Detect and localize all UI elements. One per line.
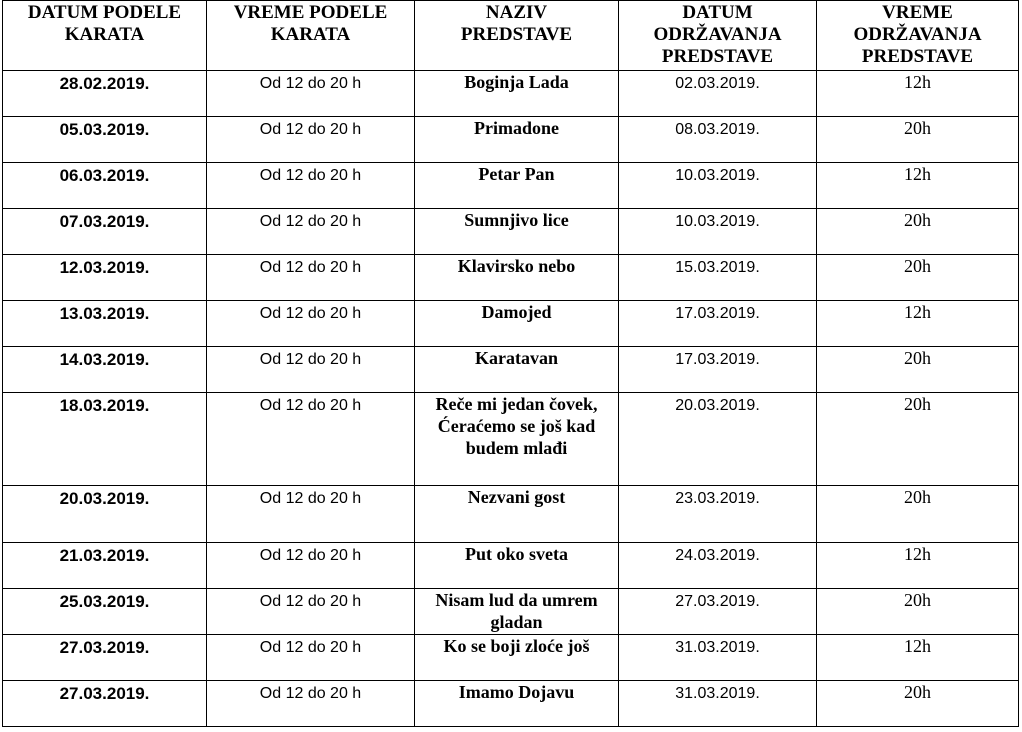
show-title-line: Imamo Dojavu: [458, 682, 575, 702]
header-line: PREDSTAVE: [460, 24, 573, 45]
show-title-line: Petar Pan: [478, 164, 555, 184]
show-title-cell: [415, 393, 619, 486]
ticket-date-cell: 12.03.2019.: [3, 255, 207, 301]
show-title-cell: [415, 163, 619, 209]
show-title-line: Primadone: [474, 118, 559, 138]
header-line: KARATA: [64, 24, 145, 45]
header-line: DATUM PODELE: [27, 2, 182, 23]
show-time-cell: 20h: [817, 117, 1019, 163]
show-title-line: Ćeraćemo se još kad: [437, 416, 596, 436]
table-row: [3, 209, 1019, 255]
show-time-cell: 20h: [817, 209, 1019, 255]
header-line: PREDSTAVE: [861, 46, 974, 67]
show-title-cell: [415, 71, 619, 117]
ticket-date-cell: 07.03.2019.: [3, 209, 207, 255]
table-row: [3, 117, 1019, 163]
ticket-time-cell: Od 12 do 20 h: [207, 543, 415, 589]
ticket-time-cell: Od 12 do 20 h: [207, 301, 415, 347]
header-time-distribution: [207, 1, 415, 71]
show-title-line: budem mlađi: [465, 438, 568, 458]
ticket-date-cell: 21.03.2019.: [3, 543, 207, 589]
header-line: KARATA: [270, 24, 351, 45]
header-line: VREME PODELE: [233, 2, 388, 23]
show-time-cell: 20h: [817, 255, 1019, 301]
table-row: [3, 589, 1019, 635]
show-title-cell: [415, 681, 619, 727]
show-title-cell: [415, 543, 619, 589]
show-time-cell: 20h: [817, 347, 1019, 393]
show-title-cell: [415, 301, 619, 347]
table-row: [3, 681, 1019, 727]
show-title-line: Damojed: [481, 302, 552, 322]
show-date-cell: 10.03.2019.: [619, 209, 817, 255]
ticket-date-cell: 27.03.2019.: [3, 635, 207, 681]
show-title-line: gladan: [490, 612, 543, 632]
table-row: [3, 347, 1019, 393]
show-date-cell: 31.03.2019.: [619, 681, 817, 727]
show-title-cell: [415, 209, 619, 255]
header-show-date: [619, 1, 817, 71]
show-date-cell: 17.03.2019.: [619, 347, 817, 393]
header-date-distribution: [3, 1, 207, 71]
header-line: VREME: [882, 2, 953, 23]
ticket-time-cell: Od 12 do 20 h: [207, 117, 415, 163]
header-line: ODRŽAVANJA: [653, 24, 782, 45]
ticket-date-cell: 13.03.2019.: [3, 301, 207, 347]
show-time-cell: 20h: [817, 486, 1019, 543]
show-title-cell: [415, 635, 619, 681]
show-date-cell: 10.03.2019.: [619, 163, 817, 209]
show-time-cell: 12h: [817, 543, 1019, 589]
ticket-time-cell: Od 12 do 20 h: [207, 255, 415, 301]
show-title-line: Sumnjivo lice: [464, 210, 569, 230]
show-time-cell: 12h: [817, 301, 1019, 347]
show-title-line: Karatavan: [475, 348, 558, 368]
table-row: [3, 301, 1019, 347]
schedule-table: [2, 0, 1019, 727]
ticket-date-cell: 27.03.2019.: [3, 681, 207, 727]
show-title-line: Nezvani gost: [467, 487, 566, 507]
show-title-cell: [415, 255, 619, 301]
ticket-time-cell: Od 12 do 20 h: [207, 71, 415, 117]
table-header: [3, 1, 1019, 71]
ticket-date-cell: 18.03.2019.: [3, 393, 207, 486]
ticket-time-cell: Od 12 do 20 h: [207, 209, 415, 255]
table-row: [3, 635, 1019, 681]
table-row: [3, 393, 1019, 486]
show-time-cell: 20h: [817, 589, 1019, 635]
table-row: [3, 486, 1019, 543]
ticket-time-cell: Od 12 do 20 h: [207, 589, 415, 635]
show-date-cell: 17.03.2019.: [619, 301, 817, 347]
show-date-cell: 20.03.2019.: [619, 393, 817, 486]
show-time-cell: 12h: [817, 71, 1019, 117]
table-row: [3, 543, 1019, 589]
header-line: ODRŽAVANJA: [853, 24, 982, 45]
show-title-cell: [415, 347, 619, 393]
table-row: [3, 71, 1019, 117]
show-time-cell: 20h: [817, 681, 1019, 727]
ticket-date-cell: 25.03.2019.: [3, 589, 207, 635]
show-date-cell: 31.03.2019.: [619, 635, 817, 681]
show-title-line: Reče mi jedan čovek,: [435, 394, 598, 414]
show-title-line: Nisam lud da umrem: [435, 590, 598, 610]
show-date-cell: 23.03.2019.: [619, 486, 817, 543]
show-title-line: Put oko sveta: [465, 544, 568, 564]
show-time-cell: 12h: [817, 163, 1019, 209]
table-row: [3, 163, 1019, 209]
ticket-date-cell: 05.03.2019.: [3, 117, 207, 163]
header-line: NAZIV: [485, 2, 548, 23]
ticket-date-cell: 06.03.2019.: [3, 163, 207, 209]
table-body: [3, 71, 1019, 727]
ticket-date-cell: 28.02.2019.: [3, 71, 207, 117]
header-line: DATUM: [682, 2, 753, 23]
ticket-time-cell: Od 12 do 20 h: [207, 681, 415, 727]
show-date-cell: 08.03.2019.: [619, 117, 817, 163]
header-show-time: [817, 1, 1019, 71]
show-date-cell: 24.03.2019.: [619, 543, 817, 589]
show-title-line: Boginja Lada: [464, 72, 569, 92]
table-row: [3, 255, 1019, 301]
show-title-cell: [415, 486, 619, 543]
ticket-time-cell: Od 12 do 20 h: [207, 347, 415, 393]
show-title-line: Ko se boji zloće još: [443, 636, 590, 656]
show-time-cell: 12h: [817, 635, 1019, 681]
ticket-time-cell: Od 12 do 20 h: [207, 486, 415, 543]
show-title-line: Klavirsko nebo: [457, 256, 576, 276]
header-line: PREDSTAVE: [661, 46, 774, 67]
show-date-cell: 27.03.2019.: [619, 589, 817, 635]
ticket-time-cell: Od 12 do 20 h: [207, 163, 415, 209]
ticket-date-cell: 20.03.2019.: [3, 486, 207, 543]
ticket-date-cell: 14.03.2019.: [3, 347, 207, 393]
ticket-time-cell: Od 12 do 20 h: [207, 635, 415, 681]
show-title-cell: [415, 117, 619, 163]
ticket-time-cell: Od 12 do 20 h: [207, 393, 415, 486]
show-title-cell: [415, 589, 619, 635]
header-row: [3, 1, 1019, 71]
show-time-cell: 20h: [817, 393, 1019, 486]
header-show-title: [415, 1, 619, 71]
show-date-cell: 15.03.2019.: [619, 255, 817, 301]
show-date-cell: 02.03.2019.: [619, 71, 817, 117]
